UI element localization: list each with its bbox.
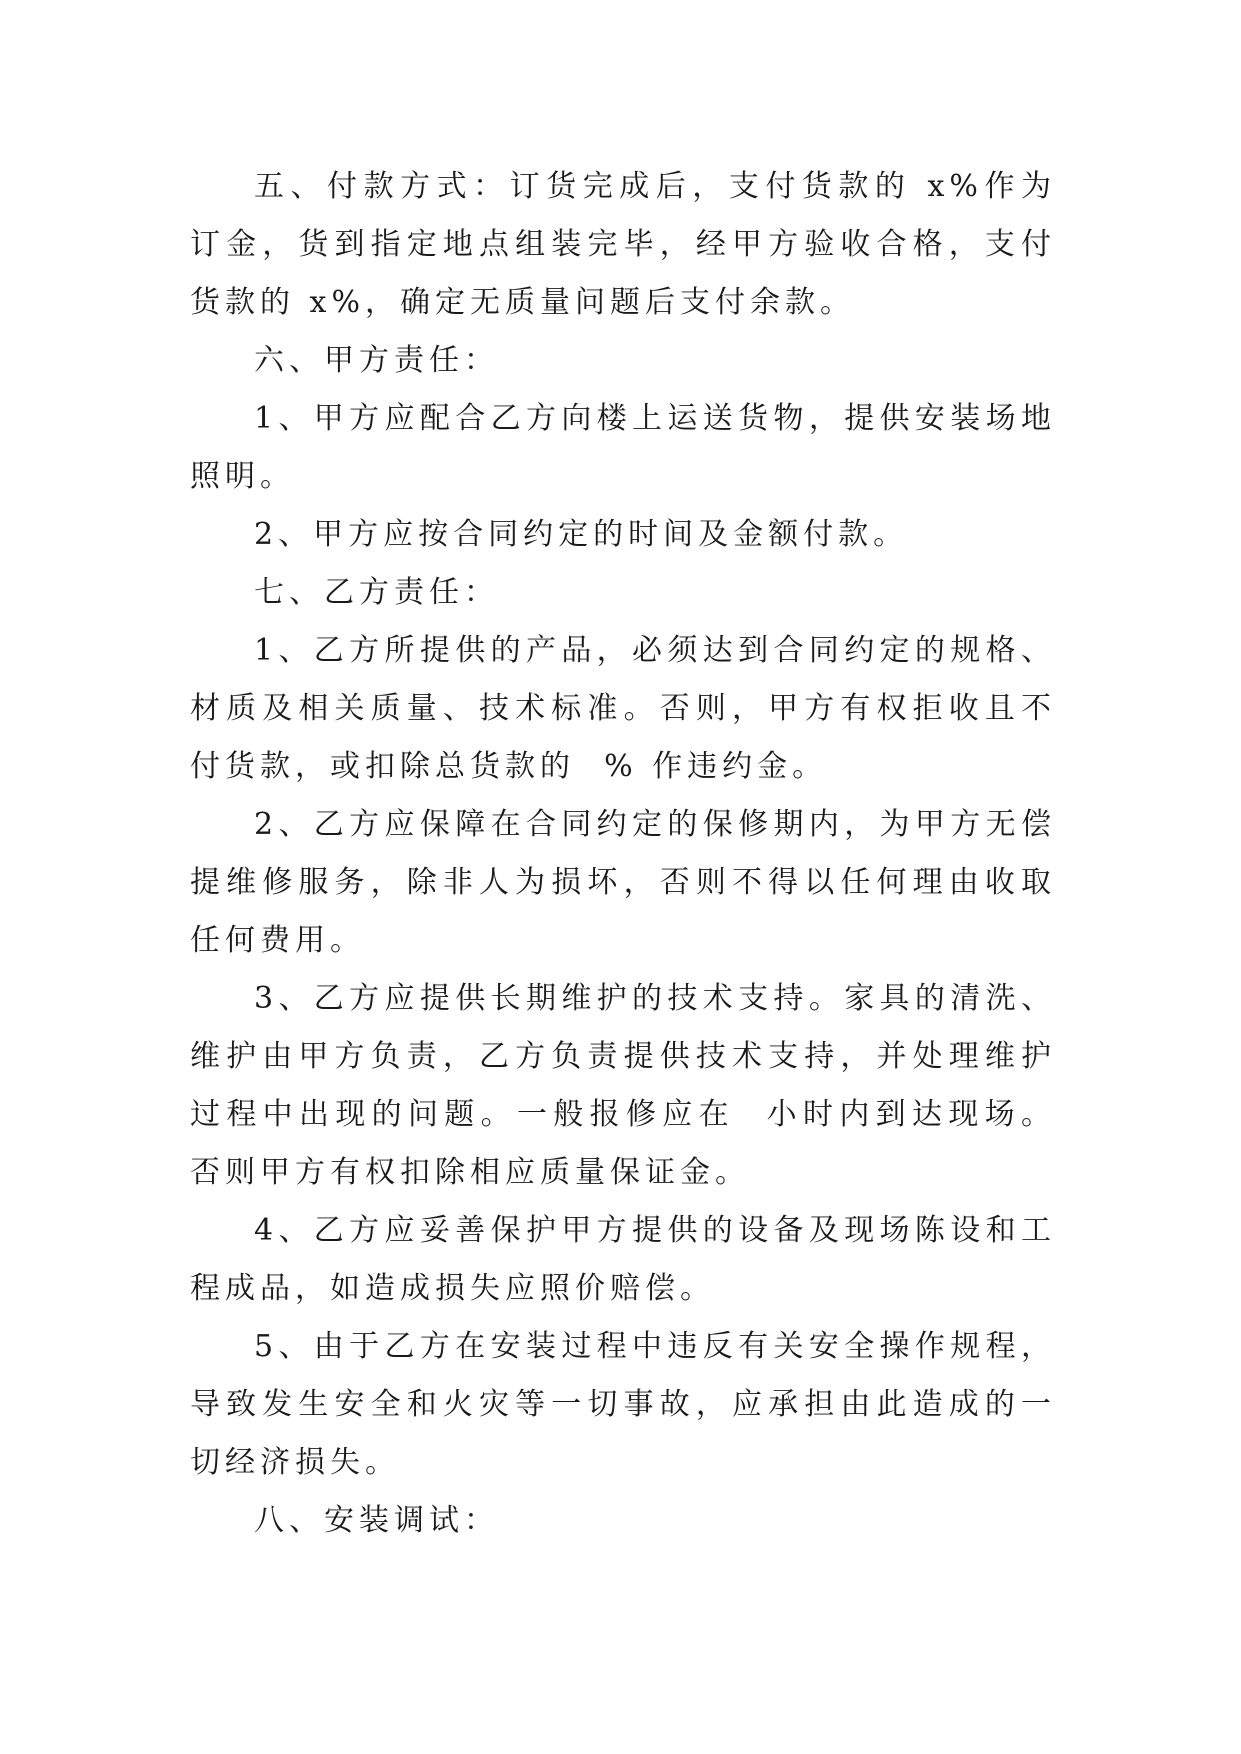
- paragraph-party-b-item-2: 2、乙方应保障在合同约定的保修期内，为甲方无偿提维修服务，除非人为损坏，否则不得以任何理由收取任何费用。: [190, 807, 1056, 958]
- document-body: [190, 158, 1056, 1550]
- paragraph-party-b-item-5: 5、由于乙方在安装过程中违反有关安全操作规程，导致发生安全和火灾等一切事故，应承担由此造成的一切经济损失。: [190, 1329, 1056, 1480]
- paragraph-party-b-heading: 七、乙方责任：: [254, 575, 499, 610]
- paragraph-party-b-item-4: 4、乙方应妥善保护甲方提供的设备及现场陈设和工程成品，如造成损失应照价赔偿。: [190, 1213, 1056, 1306]
- paragraph-party-a-heading: 六、甲方责任：: [254, 343, 499, 378]
- paragraph-installation-heading: 八、安装调试：: [254, 1503, 499, 1538]
- paragraph-payment-terms: 五、付款方式：订货完成后，支付货款的 x%作为订金，货到指定地点组装完毕，经甲方验收合格，支付货款的 x%，确定无质量问题后支付余款。: [190, 169, 1056, 320]
- paragraph-party-a-item-2: 2、甲方应按合同约定的时间及金额付款。: [254, 517, 909, 552]
- paragraph-party-a-item-1: 1、甲方应配合乙方向楼上运送货物，提供安装场地照明。: [190, 401, 1056, 494]
- paragraph-party-b-item-1: 1、乙方所提供的产品，必须达到合同约定的规格、材质及相关质量、技术标准。否则，甲方有权拒收且不付货款，或扣除总货款的 % 作违约金。: [190, 633, 1056, 784]
- paragraph-party-b-item-3: 3、乙方应提供长期维护的技术支持。家具的清洗、维护由甲方负责，乙方负责提供技术支持，并处理维护过程中出现的问题。一般报修应在 小时内到达现场。否则甲方有权扣除相应质量保证金。: [190, 981, 1056, 1190]
